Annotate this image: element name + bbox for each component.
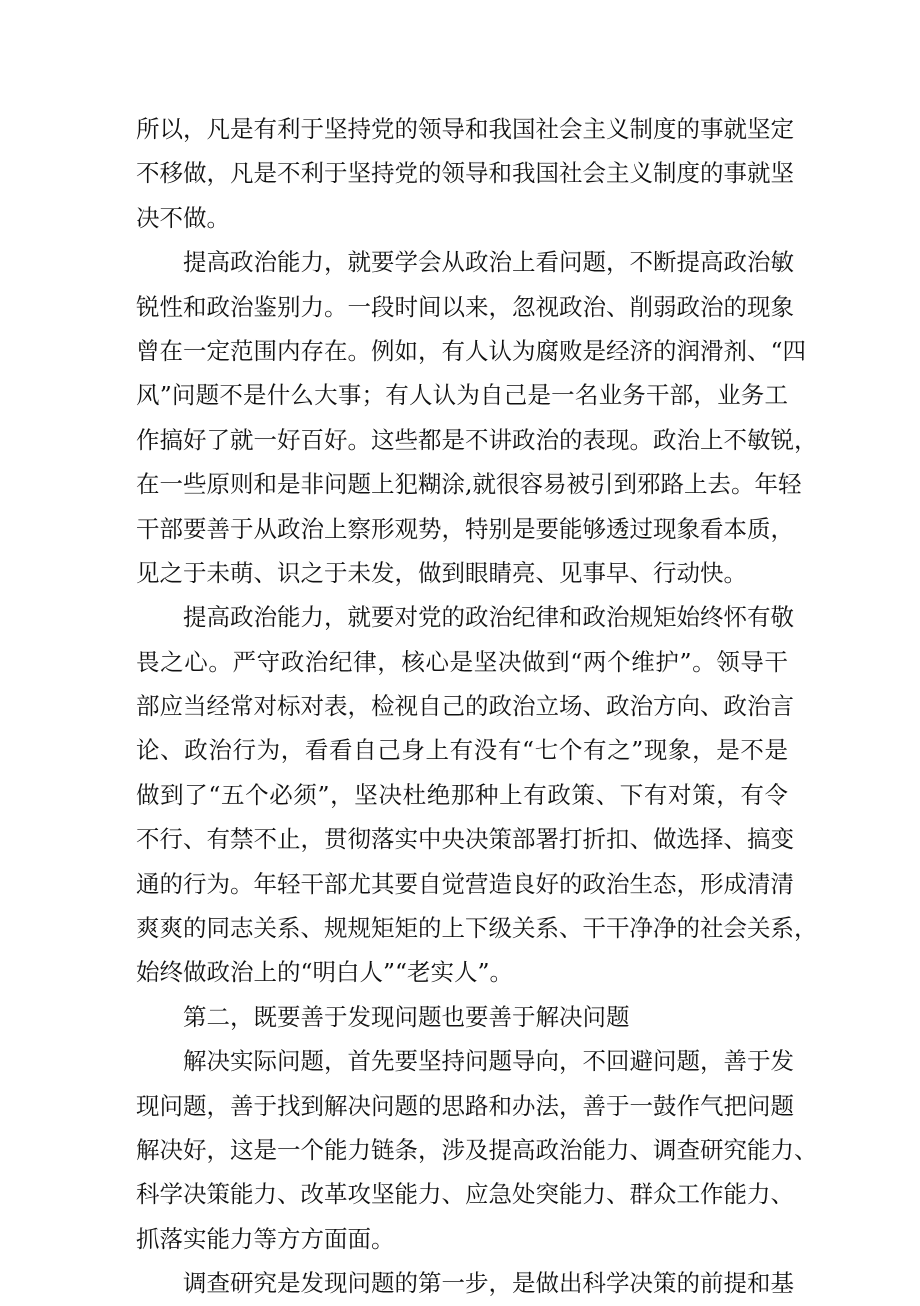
text-line: 畏之心。严守政治纪律，核心是坚决做到“两个维护”。领导干 [136, 647, 788, 676]
text-line: 提高政治能力，就要学会从政治上看问题，不断提高政治敏 [183, 248, 794, 277]
text-line: 现问题，善于找到解决问题的思路和办法，善于一鼓作气把问题 [136, 1091, 794, 1120]
text-line: 通的行为。年轻干部尤其要自觉营造良好的政治生态，形成清清 [136, 869, 794, 898]
text-line: 论、政治行为，看看自己身上有没有“七个有之”现象，是不是 [136, 736, 788, 765]
text-line: 作搞好了就一好百好。这些都是不讲政治的表现。政治上不敏锐， [136, 425, 818, 454]
text-line: 提高政治能力，就要对党的政治纪律和政治规矩始终怀有敬 [183, 603, 794, 632]
text-line: 科学决策能力、改革攻坚能力、应急处突能力、群众工作能力、 [136, 1180, 794, 1209]
text-line: 干部要善于从政治上察形观势，特别是要能够透过现象看本质， [136, 514, 794, 543]
text-line: 做到了“五个必须”，坚决杜绝那种上有政策、下有对策，有令 [136, 780, 788, 809]
text-line: 抓落实能力等方方面面。 [136, 1224, 395, 1253]
text-line: 调查研究是发现问题的第一步，是做出科学决策的前提和基 [183, 1269, 794, 1298]
text-line: 所以，凡是有利于坚持党的领导和我国社会主义制度的事就坚定 [136, 115, 794, 143]
document-body [136, 107, 818, 1306]
text-line: 始终做政治上的“明白人”“老实人”。 [136, 958, 514, 987]
text-line: 部应当经常对标对表，检视自己的政治立场、政治方向、政治言 [136, 692, 794, 721]
text-line: 解决实际问题，首先要坚持问题导向，不回避问题，善于发 [183, 1047, 794, 1076]
text-line: 不移做，凡是不利于坚持党的领导和我国社会主义制度的事就坚 [136, 159, 794, 188]
text-line: 风”问题不是什么大事；有人认为自己是一名业务干部，业务工 [136, 381, 788, 410]
text-line: 锐性和政治鉴别力。一段时间以来，忽视政治、削弱政治的现象 [136, 292, 794, 321]
text-line: 解决好，这是一个能力链条，涉及提高政治能力、调查研究能力、 [136, 1135, 818, 1164]
text-line: 曾在一定范围内存在。例如，有人认为腐败是经济的润滑剂、“四 [136, 336, 807, 365]
text-line: 第二，既要善于发现问题也要善于解决问题 [183, 1002, 630, 1031]
text-line: 爽爽的同志关系、规规矩矩的上下级关系、干干净净的社会关系， [136, 914, 818, 943]
text-line: 见之于未萌、识之于未发，做到眼睛亮、见事早、行动快。 [136, 558, 747, 587]
text-line: 在一些原则和是非问题上犯糊涂,就很容易被引到邪路上去。年轻 [136, 470, 802, 499]
text-line: 不行、有禁不止，贯彻落实中央决策部署打折扣、做选择、搞变 [136, 825, 794, 854]
text-line: 决不做。 [136, 203, 230, 232]
